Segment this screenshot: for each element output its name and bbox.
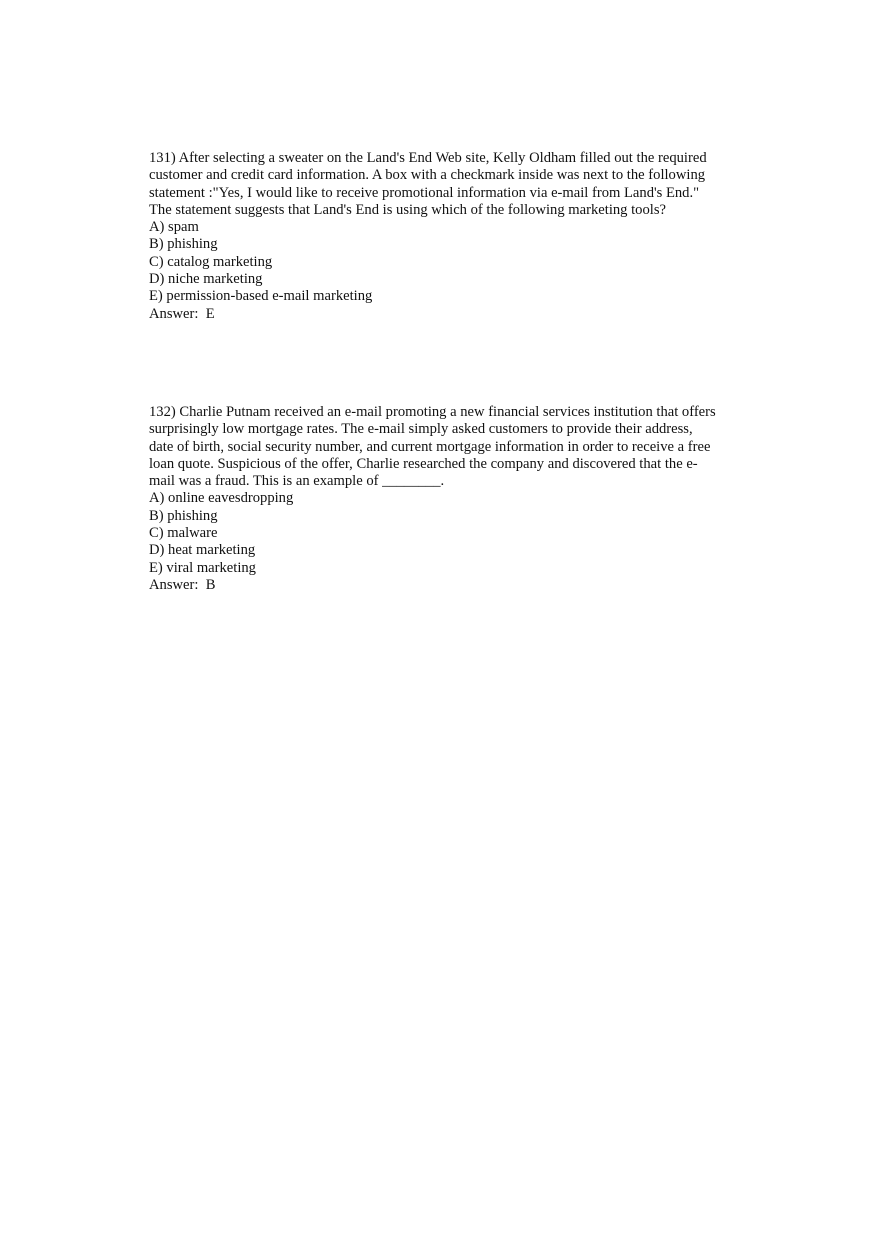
answer-option-c: C) malware [149, 525, 218, 542]
question-stem-line: loan quote. Suspicious of the offer, Charlie researched the company and discovered that the e- [149, 455, 698, 472]
answer-option-d: D) niche marketing [149, 271, 263, 288]
question-132 [149, 404, 749, 594]
answer-key: Answer: E [149, 305, 215, 322]
answer-option-a: A) online eavesdropping [149, 490, 294, 507]
question-stem-line: 132) Charlie Putnam received an e-mail promoting a new financial services institution that offers [149, 404, 716, 420]
answer-option-e: E) permission-based e-mail marketing [149, 288, 373, 305]
answer-option-b: B) phishing [149, 236, 218, 253]
question-stem-line: date of birth, social security number, and current mortgage information in order to receive a free [149, 438, 711, 455]
answer-key: Answer: B [149, 576, 216, 593]
answer-option-c: C) catalog marketing [149, 253, 273, 270]
answer-option-d: D) heat marketing [149, 542, 256, 559]
answer-option-e: E) viral marketing [149, 559, 256, 576]
question-stem-line: mail was a fraud. This is an example of ________. [149, 473, 445, 490]
answer-option-a: A) spam [149, 219, 199, 236]
question-stem-line: customer and credit card information. A box with a checkmark inside was next to the following [149, 167, 706, 184]
question-stem-line: surprisingly low mortgage rates. The e-mail simply asked customers to provide their address, [149, 421, 693, 438]
question-stem-line: statement :"Yes, I would like to receive promotional information via e-mail from Land's End." [149, 184, 700, 201]
question-stem-line: 131) After selecting a sweater on the Land's End Web site, Kelly Oldham filled out the required [149, 150, 707, 166]
question-stem-line: The statement suggests that Land's End is using which of the following marketing tools? [149, 201, 666, 218]
question-131 [149, 150, 749, 323]
answer-option-b: B) phishing [149, 507, 218, 524]
